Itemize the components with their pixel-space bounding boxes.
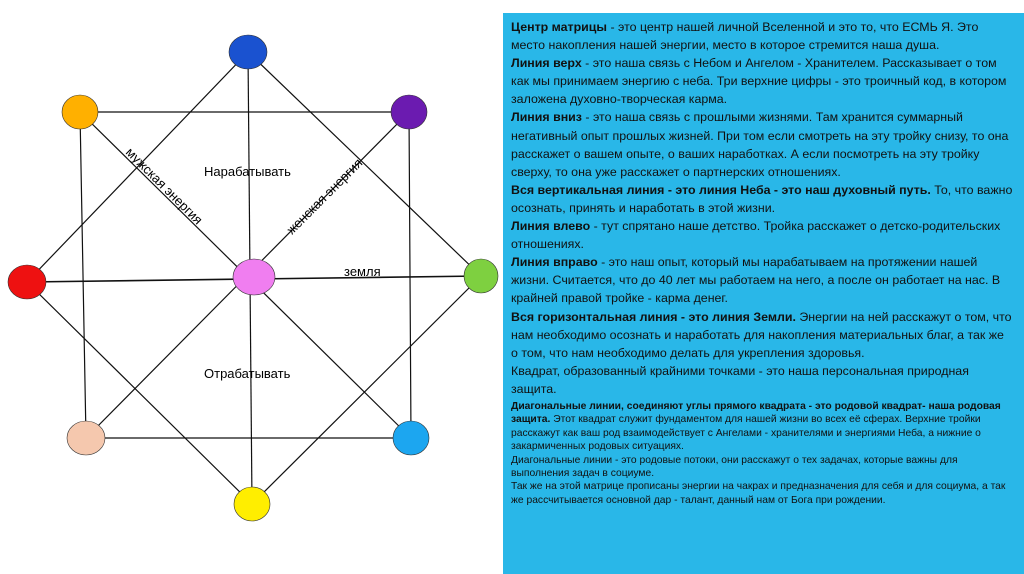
paragraph-line-left: Линия влево - тут спрятано наше детство. Тройка расскажет о детско-родительских отношениях. [511,219,1001,252]
paragraph-square: Квадрат, образованный крайними точками - это наша персональная природная защита. [511,363,969,396]
female-energy-label: женская энергия [283,155,366,238]
paragraph-vertical-line: Вся вертикальная линия - это линия Неба - это наш духовный путь. То, что важно осознать, принять и наработать в этой жизни. [511,182,1013,215]
paragraph-ancestral-flows: Диагональные линии - это родовые потоки, они расскажут о тех задачах, которые важны для выполнения задач в социуме. [511,454,958,479]
secondary-description [511,400,1014,507]
node-top-right [391,95,427,129]
paragraph-line-right: Линия вправо - это наш опыт, который мы нарабатываем на протяжении нашей жизни. Считается, что до 40 лет мы работаем на него, а после он работает на нас. В крайней правой тройке - карма денег. [511,255,1001,306]
main-description [511,18,1014,398]
paragraph-center: Центр матрицы - это центр нашей личной Вселенной и это то, что ЕСМЬ Я. Это место накопления нашей энергии, место в которое стремится наша душа. [511,20,979,53]
description-panel [503,13,1024,574]
node-top-left [62,95,98,129]
earn-label: Нарабатывать [204,164,291,179]
paragraph-horizontal-line: Вся горизонтальная линия - это линия Земли. Энергии на ней расскажут о том, что нам необходимо осознать и наработать для накопления материальных благ, а так же о том, что нам необходимо делать для укрепления здоровья. [511,309,1012,360]
paragraph-chakras: Так же на этой матрице прописаны энергии на чакрах и предназначения для себя и для социума, а так же рассчитывается основной дар - талант, данный нам от Бога при рождении. [511,481,1006,506]
earth-label: земля [344,264,381,279]
matrix-diagram [0,0,503,574]
node-bottom-left [67,421,105,455]
node-bottom-right [393,421,429,455]
paragraph-line-down: Линия вниз - это наша связь с прошлыми жизнями. Там хранится суммарный негативный опыт прошлых жизней. При том если смотреть на эту тройку снизу, то она расскажет о вашем опыте, о ваших наработках. А если посмотреть на эту тройку сверху, то она уже расскажет о партнерских отношениях. [511,110,1009,179]
work-off-label: Отрабатывать [204,366,291,381]
node-bottom [234,487,270,521]
matrix-diagram-panel [0,30,503,574]
node-top [229,35,267,69]
paragraph-line-up: Линия верх - это наша связь с Небом и Ангелом - Хранителем. Рассказывает о том как мы принимаем энергию с неба. Три верхние цифры - это троичный код, в котором заложена духовно-творческая карма. [511,56,1007,107]
paragraph-diagonals: Диагональные линии, соединяют углы прямого квадрата - это родовой квадрат- наша родовая защита. Этот квадрат служит фундаментом для нашей жизни во всех её сферах. Верхние тройки расскажут как ваш род взаимодействует с Ангелами - хранителями и энергиями Неба, а нижние о закармиченных родовых ситуациях. [511,400,1001,453]
node-left [8,265,46,299]
node-right [464,259,498,293]
male-energy-label: мужская энергия [122,144,206,228]
node-center [233,259,275,295]
